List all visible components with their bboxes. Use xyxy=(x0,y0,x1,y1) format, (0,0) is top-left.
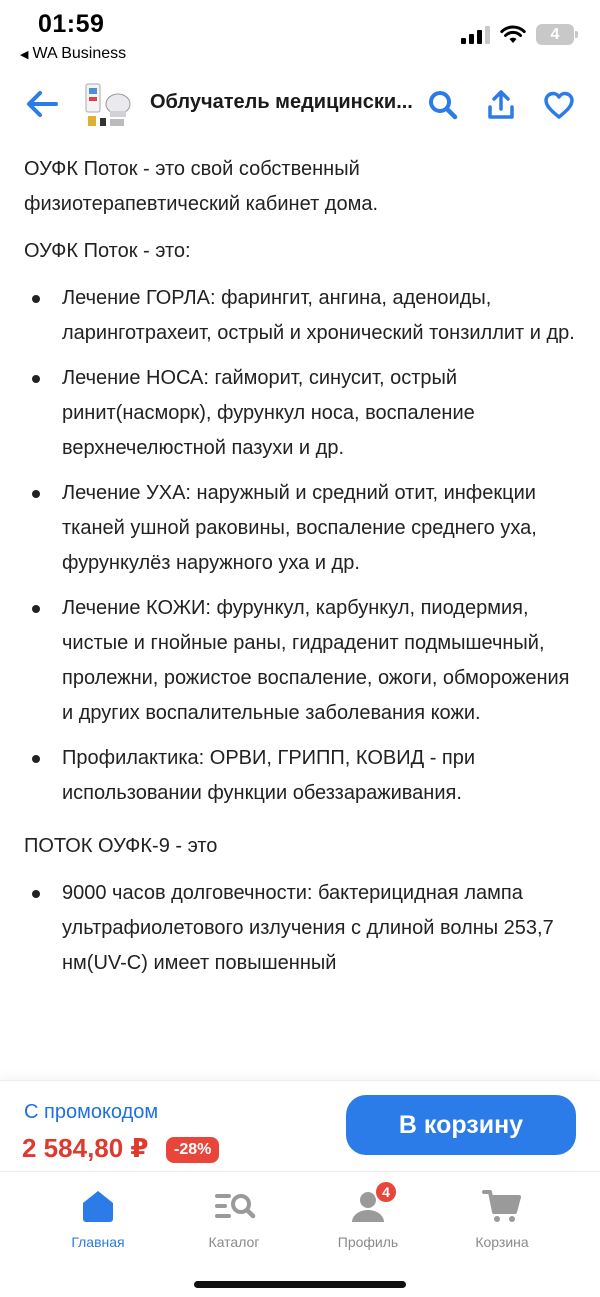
tab-catalog[interactable] xyxy=(174,1186,294,1250)
product-image-icon xyxy=(80,78,134,132)
promo-label[interactable]: С промокодом xyxy=(24,1101,159,1123)
back-triangle-icon: ◀ xyxy=(20,48,29,61)
list-item: Лечение УХА: наружный и средний отит, инфекции тканей ушной раковины, воспаление среднего уха, фурункулёз наружного уха и др. xyxy=(24,476,576,581)
share-button[interactable] xyxy=(482,86,520,124)
status-bar xyxy=(0,0,600,70)
bottom-tab-bar xyxy=(0,1171,600,1297)
product-description xyxy=(24,152,576,1080)
profile-badge: 4 xyxy=(374,1180,398,1204)
tab-home[interactable] xyxy=(38,1186,158,1250)
product-header xyxy=(0,70,600,140)
cellular-signal-icon xyxy=(461,26,490,44)
product-thumbnail xyxy=(80,78,134,132)
description-intro: ОУФК Поток - это свой собственный физиотерапевтический кабинет дома. xyxy=(24,158,379,215)
list-item: Лечение НОСА: гайморит, синусит, острый ринит(насморк), фурункул носа, воспаление верхнечелюстной пазухи и др. xyxy=(24,361,576,466)
catalog-search-icon xyxy=(212,1188,256,1224)
page-title: Облучатель медицински... xyxy=(150,91,413,113)
treatment-list xyxy=(24,281,576,811)
description-list-heading: ОУФК Поток - это: xyxy=(24,240,191,262)
price-value: 2 584,80 ₽ xyxy=(22,1133,149,1163)
back-app-label: WA Business xyxy=(32,45,127,62)
list-item: Лечение ГОРЛА: фарингит, ангина, аденоиды, ларинготрахеит, острый и хронический тонзиллит и др. xyxy=(24,281,576,351)
tab-profile[interactable] xyxy=(308,1186,428,1250)
back-button[interactable] xyxy=(22,84,62,124)
back-arrow-icon xyxy=(25,89,59,119)
tab-cart[interactable] xyxy=(442,1186,562,1250)
tab-label: Главная xyxy=(71,1234,125,1250)
share-icon xyxy=(486,89,516,121)
add-to-cart-button[interactable]: В корзину xyxy=(346,1095,576,1155)
discount-badge: -28% xyxy=(166,1137,219,1163)
favorite-button[interactable] xyxy=(540,86,578,124)
status-time: 01:59 xyxy=(38,10,105,38)
tab-label: Каталог xyxy=(208,1234,260,1250)
status-indicators xyxy=(461,24,574,45)
back-to-app-link[interactable] xyxy=(20,45,126,63)
search-button[interactable] xyxy=(424,86,462,124)
tab-label: Профиль xyxy=(337,1234,399,1250)
features-list xyxy=(24,876,576,981)
tab-label: Корзина xyxy=(475,1234,529,1250)
search-icon xyxy=(427,89,459,121)
list-item: 9000 часов долговечности: бактерицидная лампа ультрафиолетового излучения с длиной волны 253,7 нм(UV-C) имеет повышенный xyxy=(24,876,576,981)
cart-icon xyxy=(482,1188,522,1224)
description-sub-heading: ПОТОК ОУФК-9 - это xyxy=(24,835,218,857)
home-indicator[interactable] xyxy=(194,1281,406,1288)
buy-bar xyxy=(0,1080,600,1170)
heart-icon xyxy=(543,90,575,120)
list-item: Лечение КОЖИ: фурункул, карбункул, пиодермия, чистые и гнойные раны, гидраденит подмышечный, пролежни, рожистое воспаление, ожоги, обморожения и других воспалительные заболевания кожи. xyxy=(24,591,576,731)
battery-icon: 4 xyxy=(536,24,574,45)
wifi-icon xyxy=(500,25,526,45)
home-icon xyxy=(79,1188,117,1224)
list-item: Профилактика: ОРВИ, ГРИПП, КОВИД - при использовании функции обеззараживания. xyxy=(24,741,576,811)
